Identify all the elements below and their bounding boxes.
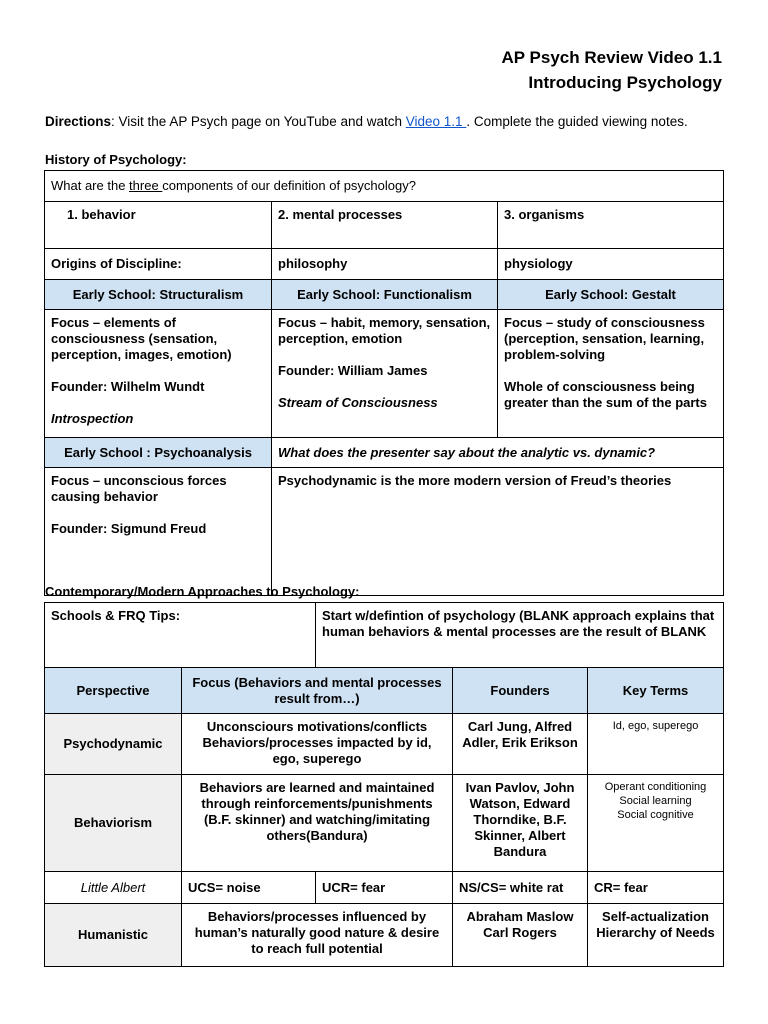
history-heading: History of Psychology: [45, 152, 187, 167]
functionalism-header: Early School: Functionalism [272, 280, 498, 310]
little-albert-ucr: UCR= fear [316, 872, 453, 904]
structuralism-focus: Focus – elements of consciousness (sensation, perception, images, emotion) [51, 315, 232, 362]
col-header-founders: Founders [453, 668, 588, 714]
little-albert-ucs: UCS= noise [182, 872, 316, 904]
gestalt-note: Whole of consciousness being greater than the sum of the parts [504, 379, 707, 410]
analytic-dynamic-answer: Psychodynamic is the more modern version of Freud’s theories [272, 468, 724, 596]
col-header-focus: Focus (Behaviors and mental processes result from…) [182, 668, 453, 714]
origins-label: Origins of Discipline: [45, 249, 272, 280]
little-albert-cr: CR= fear [588, 872, 724, 904]
perspective-behaviorism: Behaviorism [45, 775, 182, 872]
functionalism-founder: Founder: William James [278, 363, 428, 378]
focus-behaviorism: Behaviors are learned and maintained through reinforcements/punishments (B.F. skinner) and watching/imitating others(Bandura) [182, 775, 453, 872]
terms-psychodynamic: Id, ego, superego [588, 714, 724, 775]
structuralism-term: Introspection [51, 411, 134, 426]
functionalism-cell [272, 310, 498, 438]
component-organisms: 3. organisms [498, 202, 724, 249]
frq-tips-label: Schools & FRQ Tips: [45, 603, 316, 668]
gestalt-focus: Focus – study of consciousness (perception, sensation, learning, problem-solving [504, 315, 705, 362]
col-header-perspective: Perspective [45, 668, 182, 714]
gestalt-cell [498, 310, 724, 438]
perspective-psychodynamic: Psychodynamic [45, 714, 182, 775]
frq-tips-text: Start w/defintion of psychology (BLANK approach explains that human behaviors & mental processes are the result of BLANK [316, 603, 724, 668]
component-mental-processes: 2. mental processes [272, 202, 498, 249]
components-question: What are the three components of our definition of psychology? [45, 171, 724, 202]
structuralism-header: Early School: Structuralism [45, 280, 272, 310]
directions-label: Directions [45, 114, 112, 129]
structuralism-founder: Founder: Wilhelm Wundt [51, 379, 205, 394]
history-table [44, 170, 724, 596]
origin-philosophy: philosophy [272, 249, 498, 280]
psychoanalysis-cell [45, 468, 272, 596]
perspective-humanistic: Humanistic [45, 904, 182, 967]
structuralism-cell [45, 310, 272, 438]
little-albert-ns: NS/CS= white rat [453, 872, 588, 904]
psychoanalysis-header: Early School : Psychoanalysis [45, 438, 272, 468]
directions-text-end: . Complete the guided viewing notes. [466, 114, 688, 129]
focus-psychodynamic: Unconsciours motivations/conflicts Behaviors/processes impacted by id, ego, superego [182, 714, 453, 775]
directions [45, 114, 688, 129]
component-behavior: 1. behavior [45, 202, 272, 249]
terms-humanistic: Self-actualization Hierarchy of Needs [588, 904, 724, 967]
gestalt-header: Early School: Gestalt [498, 280, 724, 310]
terms-behaviorism: Operant conditioning Social learning Social cognitive [588, 775, 724, 872]
functionalism-term: Stream of Consciousness [278, 395, 438, 410]
document-title-line1: AP Psych Review Video 1.1 [501, 48, 722, 67]
directions-text: : Visit the AP Psych page on YouTube and watch [111, 114, 406, 129]
modern-table [44, 602, 724, 967]
focus-humanistic: Behaviors/processes influenced by human’s naturally good nature & desire to reach full potential [182, 904, 453, 967]
psychoanalysis-founder: Founder: Sigmund Freud [51, 521, 207, 536]
modern-heading: Contemporary/Modern Approaches to Psychology: [45, 584, 360, 599]
origin-physiology: physiology [498, 249, 724, 280]
video-link[interactable]: Video 1.1 [405, 114, 467, 129]
analytic-dynamic-question: What does the presenter say about the analytic vs. dynamic? [272, 438, 724, 468]
document-title-line2: Introducing Psychology [528, 73, 722, 92]
founders-behaviorism: Ivan Pavlov, John Watson, Edward Thorndike, B.F. Skinner, Albert Bandura [453, 775, 588, 872]
col-header-key-terms: Key Terms [588, 668, 724, 714]
founders-humanistic: Abraham Maslow Carl Rogers [453, 904, 588, 967]
founders-psychodynamic: Carl Jung, Alfred Adler, Erik Erikson [453, 714, 588, 775]
psychoanalysis-focus: Focus – unconscious forces causing behavior [51, 473, 227, 504]
little-albert-label: Little Albert [45, 872, 182, 904]
functionalism-focus: Focus – habit, memory, sensation, perception, emotion [278, 315, 491, 346]
